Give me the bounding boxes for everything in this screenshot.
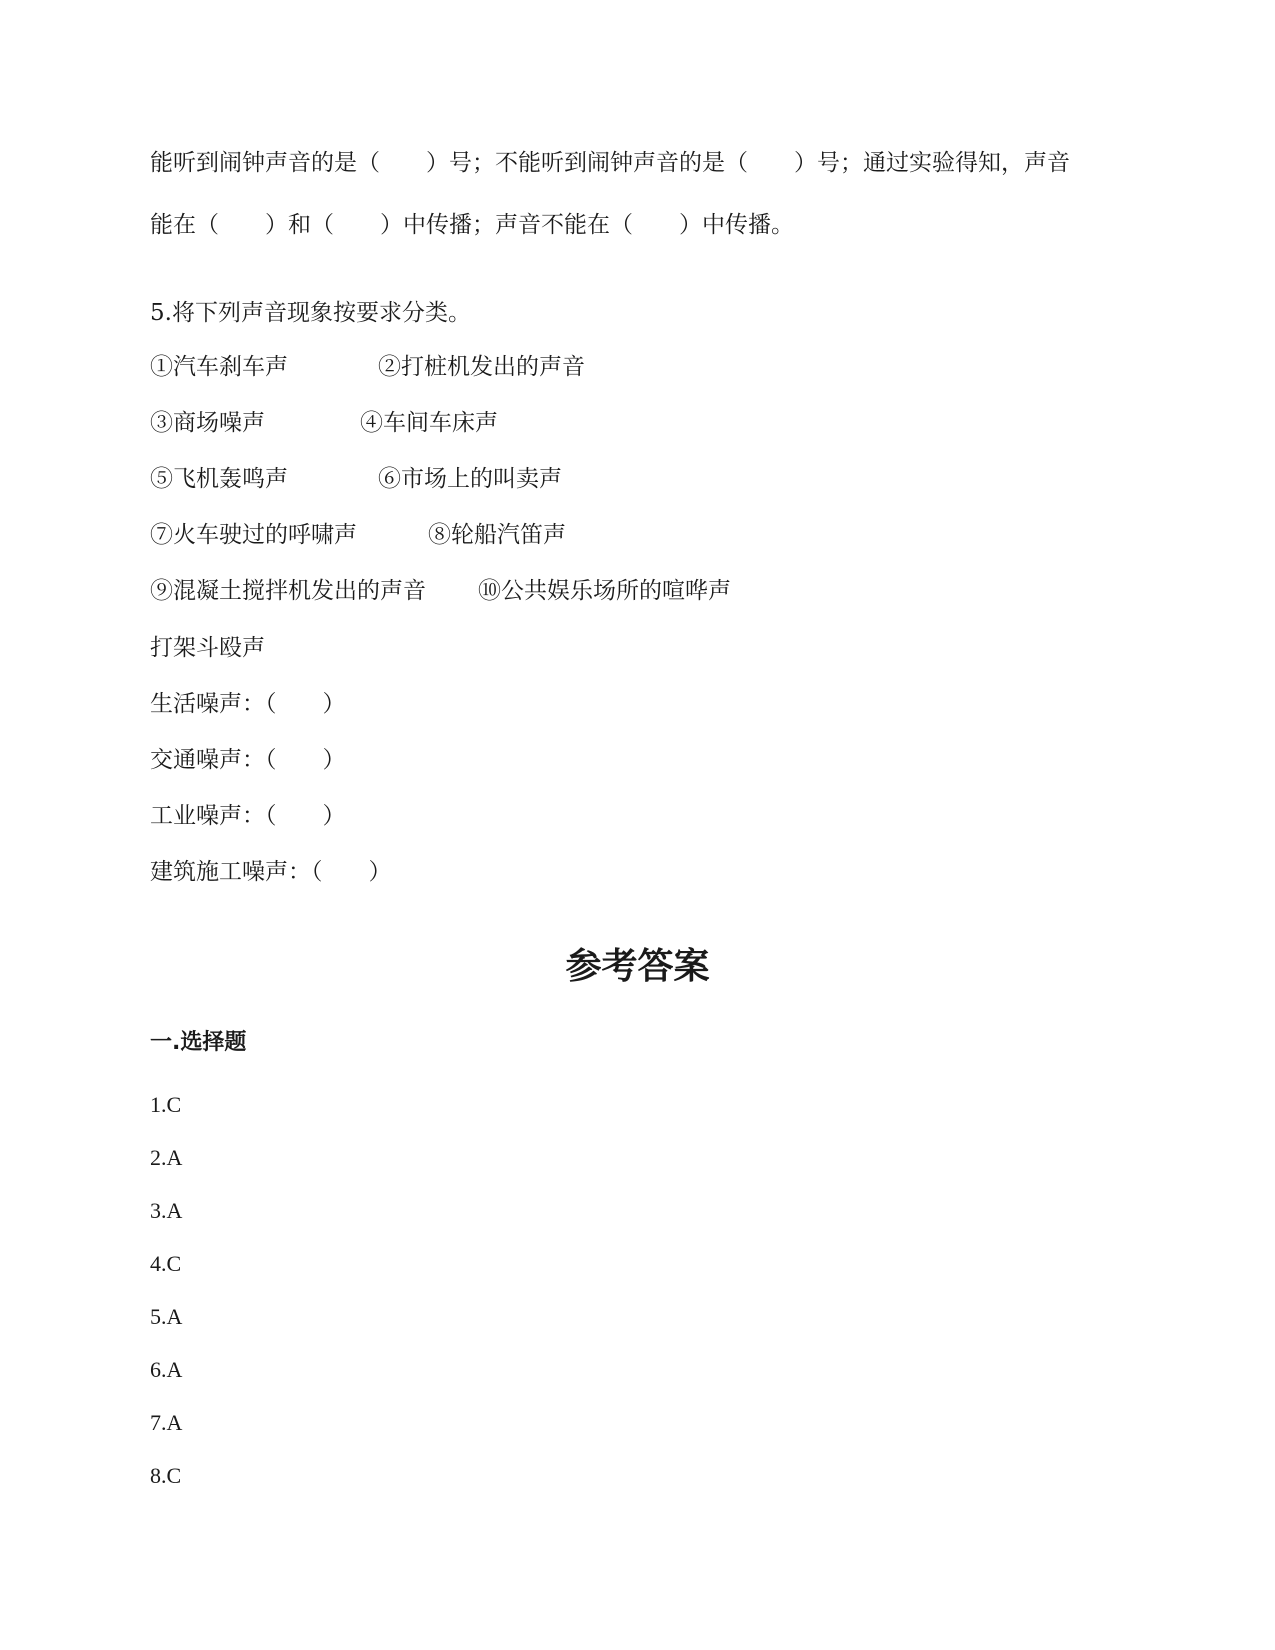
category-line: 生活噪声：（ ） (150, 691, 346, 717)
option-item: ⑤飞机轰鸣声 (150, 466, 288, 492)
answer-item: 5.A (150, 1304, 183, 1329)
option-item: ②打桩机发出的声音 (378, 354, 585, 380)
section-heading: 一.选择题 (150, 1030, 247, 1055)
answer-item: 3.A (150, 1198, 183, 1223)
option-row (150, 352, 585, 382)
answer-item: 7.A (150, 1410, 183, 1435)
option-item: ⑨混凝土搅拌机发出的声音 (150, 578, 426, 604)
option-item: ④车间车床声 (360, 410, 498, 436)
option-row (150, 408, 498, 438)
option-row (150, 576, 731, 606)
category-line: 建筑施工噪声：（ ） (150, 859, 392, 885)
option-item: ⑩公共娱乐场所的喧哗声 (478, 578, 731, 604)
answer-item: 6.A (150, 1357, 183, 1382)
option-row (150, 520, 566, 550)
question4-line1: 能听到闹钟声音的是（ ）号；不能听到闹钟声音的是（ ）号；通过实验得知，声音 (150, 150, 1070, 176)
option-item: ⑧轮船汽笛声 (428, 522, 566, 548)
answer-item: 4.C (150, 1251, 182, 1276)
answer-item: 2.A (150, 1145, 183, 1170)
option-extra: 打架斗殴声 (150, 635, 265, 661)
category-line: 工业噪声：（ ） (150, 803, 346, 829)
question4-line2: 能在（ ）和（ ）中传播；声音不能在（ ）中传播。 (150, 212, 794, 238)
question5-prompt: 5.将下列声音现象按要求分类。 (150, 300, 471, 326)
answer-key-title: 参考答案 (565, 946, 710, 987)
answer-item: 1.C (150, 1092, 182, 1117)
option-item: ⑥市场上的叫卖声 (378, 466, 562, 492)
option-item: ③商场噪声 (150, 410, 265, 436)
answer-item: 8.C (150, 1463, 182, 1488)
option-row (150, 464, 562, 494)
option-item: ①汽车刹车声 (150, 354, 288, 380)
category-line: 交通噪声：（ ） (150, 747, 346, 773)
option-item: ⑦火车驶过的呼啸声 (150, 522, 357, 548)
